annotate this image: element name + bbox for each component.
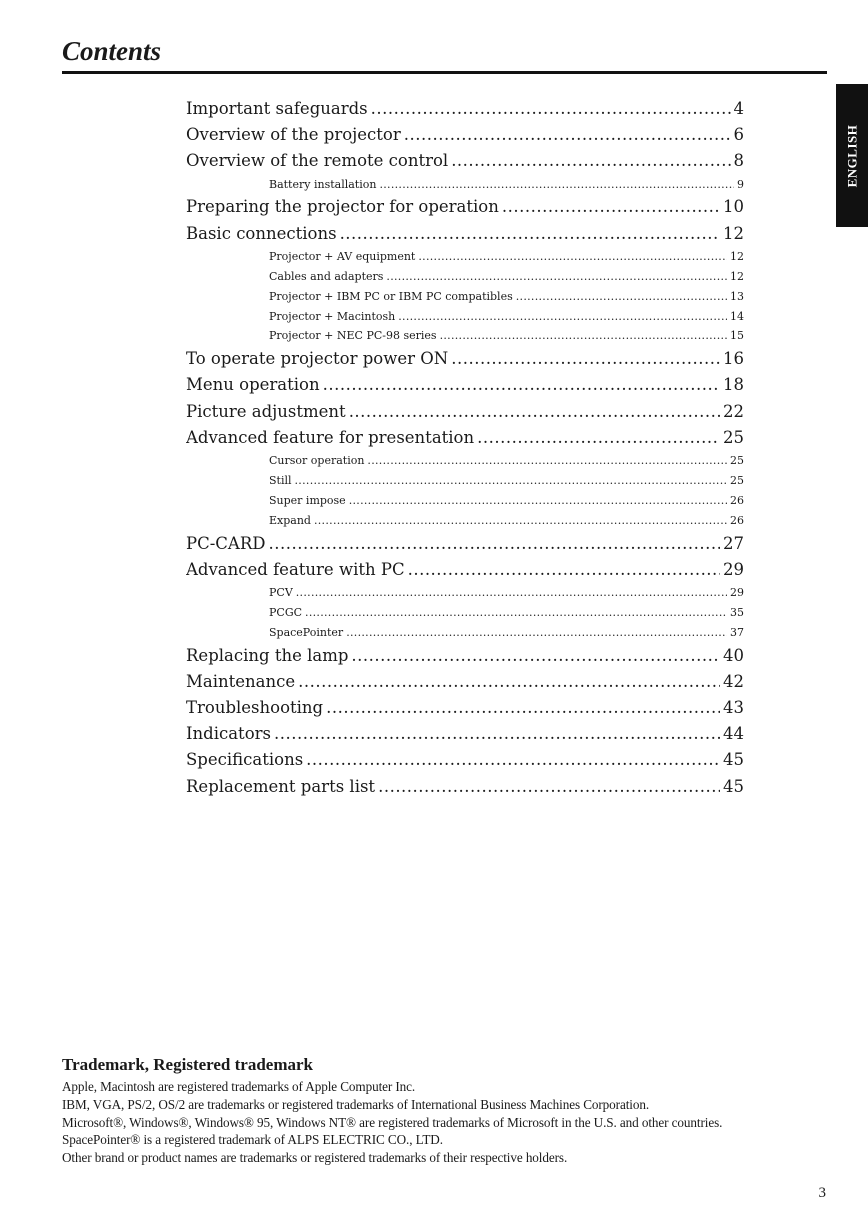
toc-subentry [186,603,744,623]
toc-subentry [186,471,744,491]
dot-leader [349,491,727,511]
toc-entry-title: Troubleshooting [186,698,324,718]
dot-leader [351,643,720,669]
toc-subentry [186,267,744,287]
toc-entry [186,194,744,220]
dot-leader [451,346,720,372]
dot-leader [408,557,720,583]
toc-entry-title: Projector + IBM PC or IBM PC compatibles [269,289,513,303]
toc-entry [186,747,744,773]
toc-entry-page: 27 [723,533,744,553]
title-underline [62,71,827,74]
dot-leader [386,267,727,287]
toc-entry [186,346,744,372]
trademark-line: IBM, VGA, PS/2, OS/2 are trademarks or registered trademarks of International Business Machines Corporation. [62,1096,650,1112]
toc-entry-title: Overview of the remote control [186,151,449,171]
toc-entry-title: Advanced feature with PC [186,559,405,579]
toc-subentry [186,583,744,603]
toc-subentry [186,511,744,531]
toc-entry [186,372,744,398]
toc-subentry [186,491,744,511]
trademark-notice [62,1055,842,1167]
toc-entry-page: 44 [723,724,744,744]
toc-entry [186,425,744,451]
toc-entry-page: 25 [723,427,744,447]
dot-leader [305,603,727,623]
toc-entry-page: 25 [730,473,744,487]
toc-entry-title: Super impose [269,493,346,507]
toc-entry [186,148,744,174]
toc-entry-page: 26 [730,513,744,527]
page-number: 3 [818,1185,826,1201]
toc-subentry [186,175,744,195]
trademark-line: Microsoft®, Windows®, Windows® 95, Windows NT® are registered trademarks of Microsoft in the U.S. and other countries. [62,1114,723,1130]
toc-entry-title: Advanced feature for presentation [186,427,475,447]
toc-entry-title: Replacement parts list [186,776,376,796]
dot-leader [379,175,734,195]
toc-entry-page: 13 [730,289,744,303]
toc-entry-title: Menu operation [186,375,320,395]
toc-entry-title: PCV [269,585,293,599]
toc-entry [186,96,744,122]
toc-entry-page: 12 [730,249,744,263]
toc-entry [186,669,744,695]
toc-entry-title: PCGC [269,605,303,619]
dot-leader [516,287,727,307]
dot-leader [326,695,720,721]
toc-entry-page: 9 [737,177,744,191]
toc-subentry [186,623,744,643]
toc-entry [186,721,744,747]
dot-leader [451,148,730,174]
toc-entry-page: 16 [723,349,744,369]
toc-entry [186,122,744,148]
toc-entry-page: 35 [730,605,744,619]
toc-entry-title: Specifications [186,750,304,770]
toc-entry-title: Preparing the projector for operation [186,197,499,217]
dot-leader [306,747,720,773]
toc-entry-title: Battery installation [269,177,377,191]
dot-leader [404,122,731,148]
toc-entry-page: 45 [723,776,744,796]
dot-leader [440,326,727,346]
toc-entry [186,531,744,557]
dot-leader [298,669,720,695]
toc-entry-title: Indicators [186,724,271,744]
toc-entry-title: Projector + NEC PC-98 series [269,329,437,343]
toc-subentry [186,247,744,267]
page-title: Contents [62,36,162,66]
toc-entry-page: 43 [723,698,744,718]
dot-leader [274,721,720,747]
toc-entry [186,221,744,247]
dot-leader [296,583,727,603]
trademark-line: Apple, Macintosh are registered trademarks of Apple Computer Inc. [62,1079,416,1094]
toc-entry-title: To operate projector power ON [186,349,449,369]
toc-entry-title: Still [269,473,292,487]
toc-entry-page: 42 [723,671,744,691]
toc-entry-page: 10 [723,197,744,217]
dot-leader [346,623,727,643]
dot-leader [323,372,720,398]
dot-leader [269,531,721,557]
toc-entry-title: Cursor operation [269,454,365,468]
dot-leader [418,247,727,267]
toc-entry-page: 14 [730,309,744,323]
table-of-contents [186,96,744,800]
toc-entry-page: 40 [723,645,744,665]
dot-leader [295,471,727,491]
dot-leader [378,774,720,800]
toc-entry [186,399,744,425]
toc-entry-page: 8 [733,151,744,171]
toc-entry-title: SpacePointer [269,625,344,639]
toc-entry [186,774,744,800]
toc-entry-page: 12 [723,223,744,243]
toc-entry-title: Projector + AV equipment [269,249,416,263]
toc-entry [186,695,744,721]
toc-entry-page: 12 [730,269,744,283]
toc-entry-title: Picture adjustment [186,401,346,421]
toc-entry [186,557,744,583]
toc-entry-title: Cables and adapters [269,269,384,283]
dot-leader [367,451,727,471]
toc-entry-title: Overview of the projector [186,125,401,145]
toc-entry-page: 29 [723,559,744,579]
toc-subentry [186,451,744,471]
toc-entry-page: 22 [723,401,744,421]
dot-leader [502,194,720,220]
toc-entry [186,643,744,669]
toc-entry-page: 26 [730,493,744,507]
toc-entry-page: 37 [730,625,744,639]
toc-subentry [186,307,744,327]
toc-entry-page: 4 [733,99,744,118]
toc-subentry [186,326,744,346]
dot-leader [340,221,720,247]
dot-leader [398,307,727,327]
trademark-line: Other brand or product names are trademarks or registered trademarks of their respective holders. [62,1150,568,1166]
dot-leader [349,399,720,425]
toc-entry-title: Basic connections [186,223,337,243]
toc-entry-page: 29 [730,585,744,599]
toc-entry-page: 15 [730,329,744,343]
dot-leader [314,511,727,531]
language-tab-label: ENGLISH [844,124,859,187]
trademark-heading: Trademark, Registered trademark [62,1055,314,1074]
dot-leader [477,425,720,451]
dot-leader [371,96,731,122]
toc-subentry [186,287,744,307]
toc-entry-title: Important safeguards [186,99,368,118]
toc-entry-title: PC-CARD [186,533,266,553]
toc-entry-page: 18 [723,375,744,395]
toc-entry-title: Maintenance [186,671,296,691]
toc-entry-page: 45 [723,750,744,770]
language-tab [836,84,868,227]
toc-entry-title: Replacing the lamp [186,645,349,665]
trademark-line: SpacePointer® is a registered trademark of ALPS ELECTRIC CO., LTD. [62,1132,443,1148]
toc-entry-title: Expand [269,513,311,527]
toc-entry-page: 6 [733,125,744,145]
toc-entry-page: 25 [730,454,744,468]
toc-entry-title: Projector + Macintosh [269,309,396,323]
